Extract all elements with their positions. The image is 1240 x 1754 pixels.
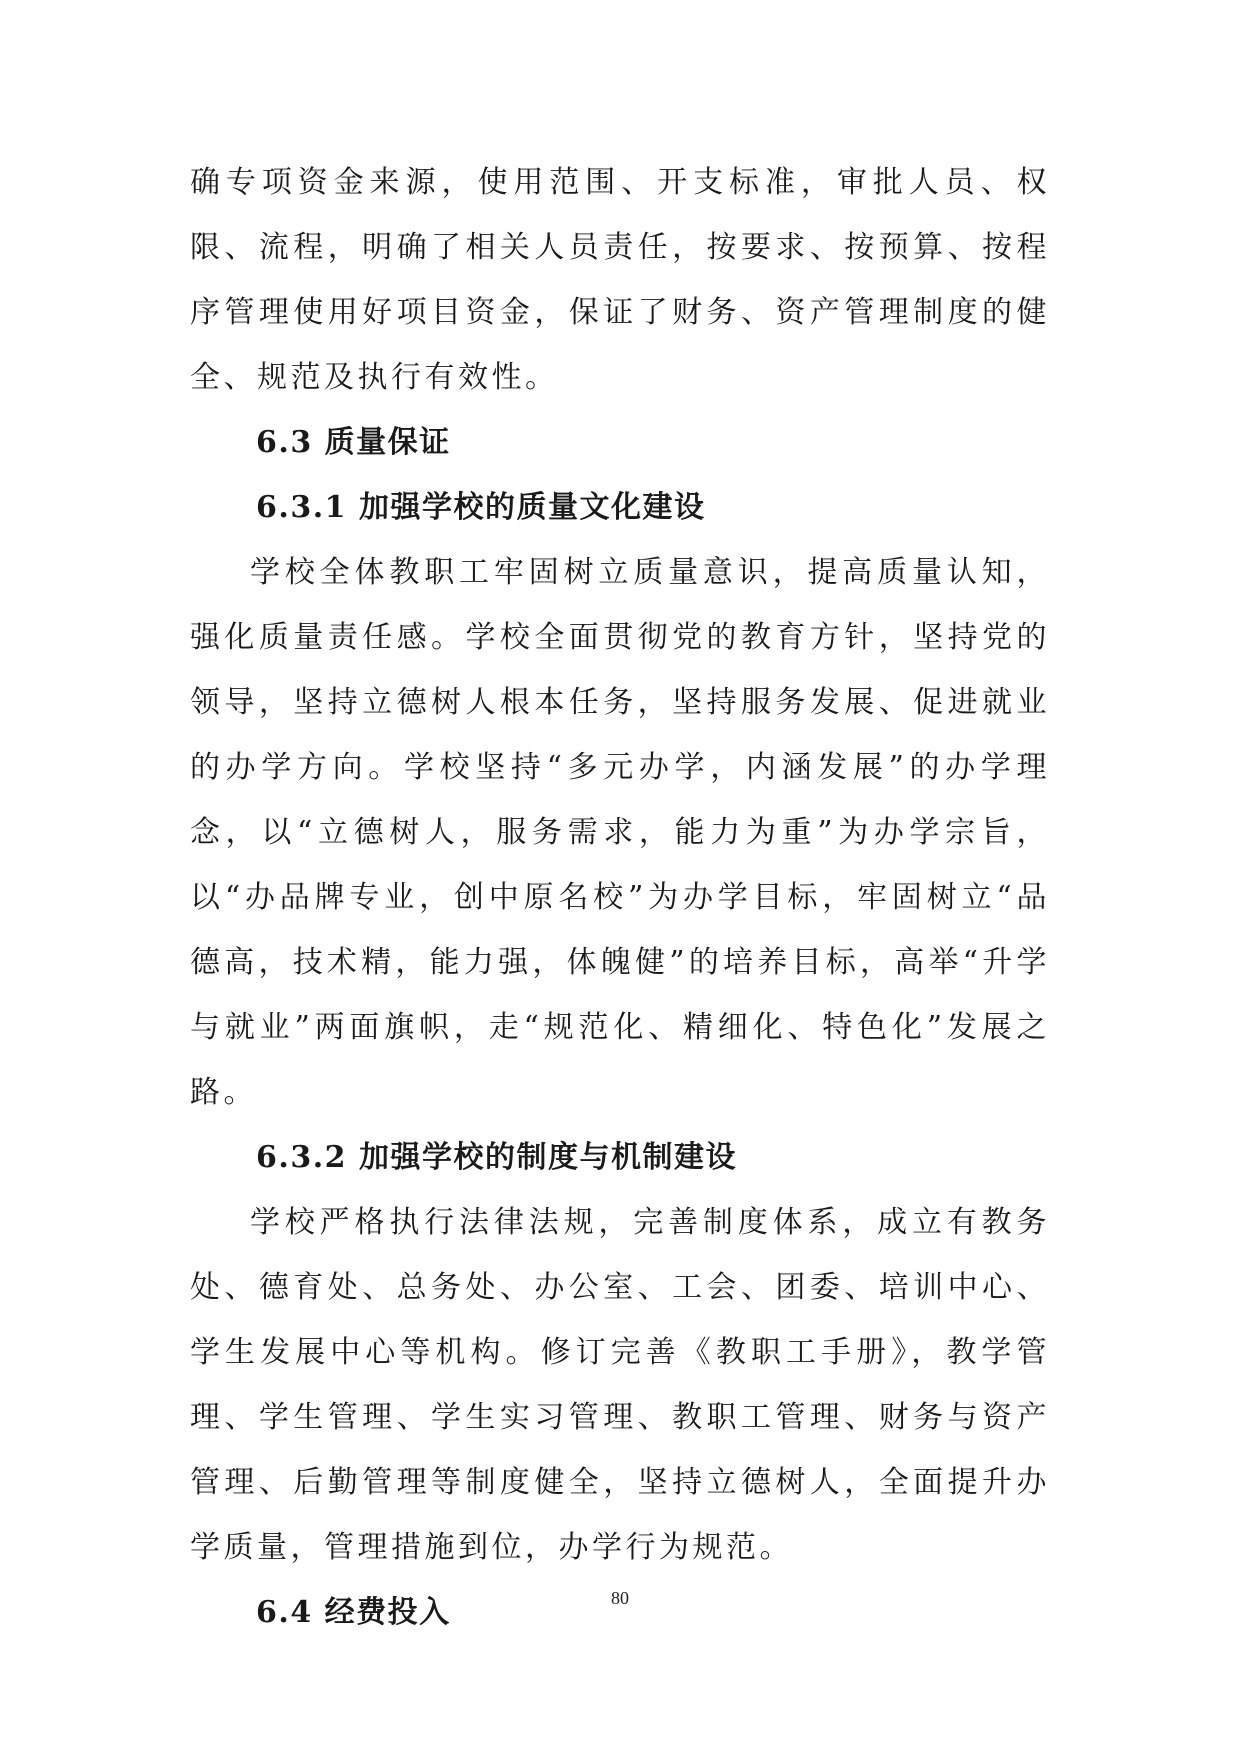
section-heading: 6.4 经费投入: [256, 1595, 451, 1630]
subsection-heading: 6.3.2 加强学校的制度与机制建设: [256, 1140, 737, 1175]
subsection-heading: 6.3.1 加强学校的质量文化建设: [256, 490, 706, 525]
page-content: [190, 150, 1050, 1645]
body-paragraph: 确专项资金来源，使用范围、开支标准，审批人员、权限、流程，明确了相关人员责任，按要求、按预算、按程序管理使用好项目资金，保证了财务、资产管理制度的健全、规范及执行有效性。: [190, 165, 1050, 395]
page-number: 80: [611, 1588, 629, 1608]
body-paragraph: 学校全体教职工牢固树立质量意识，提高质量认知，强化质量责任感。学校全面贯彻党的教育方针，坚持党的领导，坚持立德树人根本任务，坚持服务发展、促进就业的办学方向。学校坚持“多元办学，内涵发展”的办学理念，以“立德树人，服务需求，能力为重”为办学宗旨，以“办品牌专业，创中原名校”为办学目标，牢固树立“品德高，技术精，能力强，体魄健”的培养目标，高举“升学与就业”两面旗帜，走“规范化、精细化、特色化”发展之路。: [190, 555, 1050, 1110]
body-paragraph: 学校严格执行法律法规，完善制度体系，成立有教务处、德育处、总务处、办公室、工会、团委、培训中心、学生发展中心等机构。修订完善《教职工手册》，教学管理、学生管理、学生实习管理、教职工管理、财务与资产管理、后勤管理等制度健全，坚持立德树人，全面提升办学质量，管理措施到位，办学行为规范。: [190, 1205, 1050, 1565]
section-heading: 6.3 质量保证: [256, 425, 451, 460]
